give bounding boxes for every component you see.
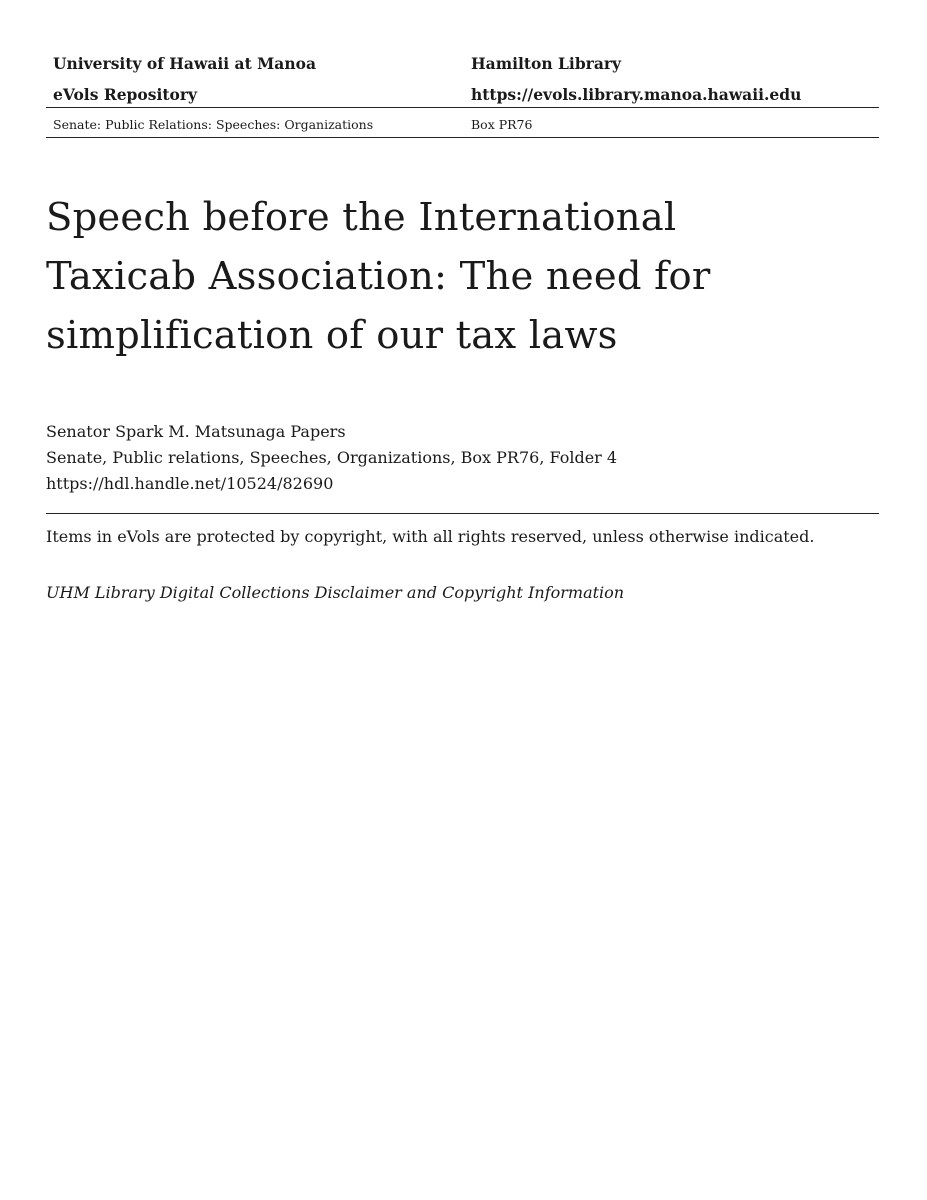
repository-name: eVols Repository bbox=[53, 85, 198, 104]
metadata-divider bbox=[46, 513, 879, 514]
header-divider-top bbox=[46, 107, 879, 108]
document-title: Speech before the International Taxicab Association: The need for simplification of our tax laws bbox=[46, 195, 711, 358]
folder-location: Senate, Public relations, Speeches, Organizations, Box PR76, Folder 4 bbox=[46, 448, 618, 467]
disclaimer-link[interactable]: UHM Library Digital Collections Disclaimer and Copyright Information bbox=[46, 583, 625, 602]
repository-url[interactable]: https://evols.library.manoa.hawaii.edu bbox=[471, 85, 802, 104]
rights-statement: Items in eVols are protected by copyright, with all rights reserved, unless otherwise indicated. bbox=[46, 527, 815, 546]
institution-name: University of Hawaii at Manoa bbox=[53, 54, 316, 73]
collection-name: Senator Spark M. Matsunaga Papers bbox=[46, 422, 346, 441]
header-divider-bottom bbox=[46, 137, 879, 138]
header-row-1 bbox=[46, 50, 879, 80]
box-label: Box PR76 bbox=[471, 117, 533, 132]
document-metadata bbox=[46, 419, 879, 497]
collection-path: Senate: Public Relations: Speeches: Organizations bbox=[53, 117, 374, 132]
handle-link[interactable]: https://hdl.handle.net/10524/82690 bbox=[46, 474, 334, 493]
library-name: Hamilton Library bbox=[471, 54, 622, 73]
